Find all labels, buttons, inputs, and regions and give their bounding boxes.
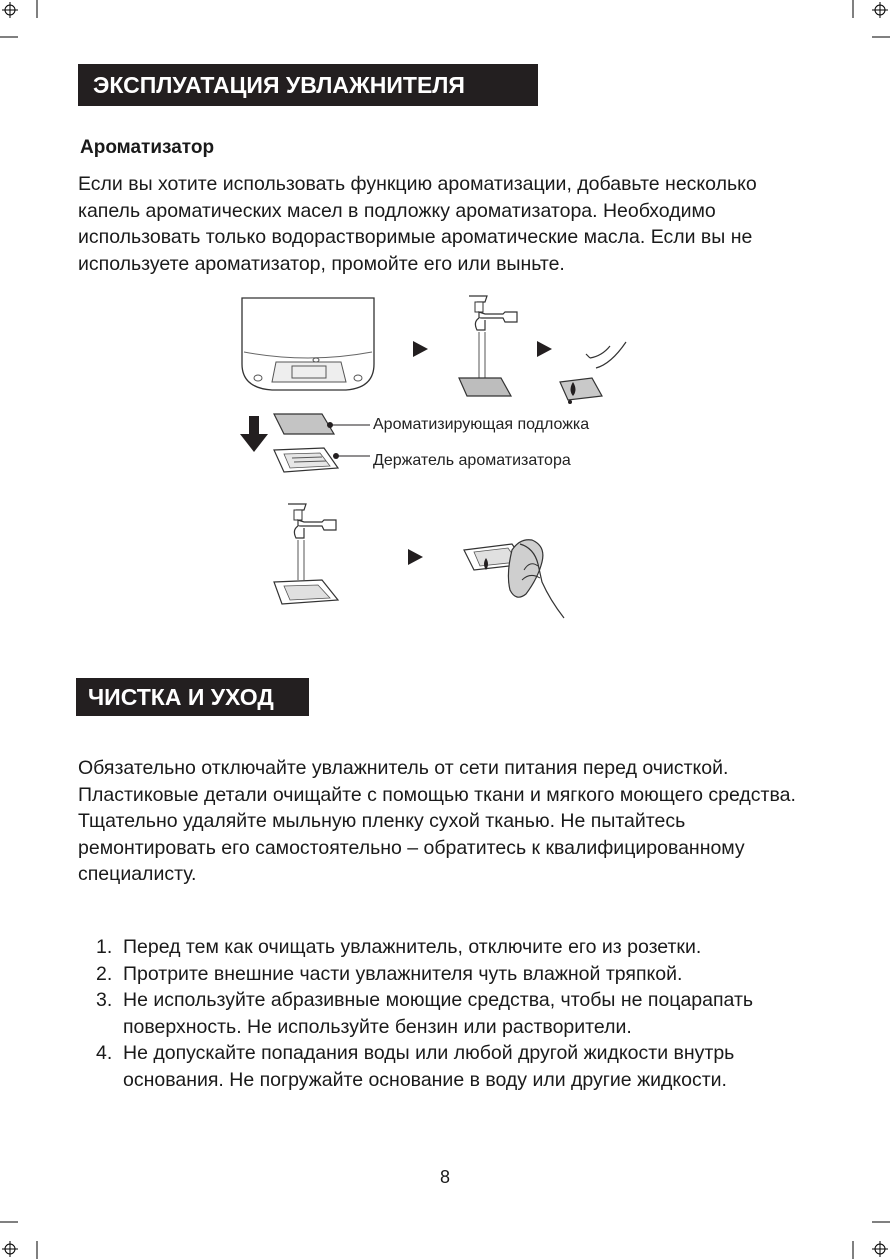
list-item (96, 987, 816, 1040)
list-item-text: Не допускайте попадания воды или любой другой жидкости внутрь основания. Не погружайте основание в воду или другие жидкости. (123, 1042, 735, 1091)
humidifier-base-illustration (236, 292, 381, 397)
list-item-text: Не используйте абразивные моющие средства, чтобы не поцарапать поверхность. Не используйте бензин или растворители. (123, 989, 754, 1038)
page-number: 8 (439, 1167, 450, 1187)
list-item-number: 3. (96, 989, 113, 1011)
arrow-right-icon (413, 341, 429, 357)
hand-wiping-holder-illustration (460, 530, 570, 630)
subsection-title-aromatizer: Ароматизатор (80, 137, 215, 158)
list-item-text: Перед тем как очищать увлажнитель, отключите его из розетки. (123, 936, 702, 958)
section-title-cleaning: ЧИСТКА И УХОД (76, 678, 309, 716)
arrow-right-icon (537, 341, 553, 357)
aroma-holder-illustration (270, 444, 380, 478)
list-item-number: 4. (96, 1042, 113, 1064)
faucet-rinsing-pad-illustration (455, 292, 525, 402)
arrow-down-icon (240, 416, 268, 452)
cleaning-steps-list (96, 934, 816, 1093)
faucet-rinsing-holder-illustration (268, 500, 348, 615)
registration-mark-top-right (830, 0, 890, 40)
registration-mark-top-left (0, 0, 60, 40)
arrow-right-icon (408, 549, 424, 565)
registration-mark-bottom-right (830, 1219, 890, 1259)
registration-mark-bottom-left (0, 1219, 60, 1259)
list-item (96, 934, 816, 961)
label-aroma-holder: Держатель ароматизатора (373, 452, 571, 469)
aromatizer-paragraph: Если вы хотите использовать функцию ароматизации, добавьте несколько капель ароматических масел в подложку ароматизатора. Необходимо использовать только водорастворимые ароматические масла. Если вы не используете ароматизатор, промойте его или выньте. (78, 173, 757, 275)
list-item-number: 1. (96, 936, 113, 958)
aroma-pad-illustration (270, 410, 380, 440)
list-item (96, 961, 816, 988)
list-item (96, 1040, 816, 1093)
list-item-number: 2. (96, 962, 113, 985)
label-aroma-pad: Ароматизирующая подложка (373, 416, 590, 433)
oil-drop-pad-illustration (556, 330, 636, 410)
cleaning-paragraph: Обязательно отключайте увлажнитель от сети питания перед очисткой. Пластиковые детали очищайте с помощью ткани и мягкого моющего средства. Тщательно удаляйте мыльную пленку сухой тканью. Не пытайтесь ремонтировать его самостоятельно – обратитесь к квалифицированному специалисту. (78, 757, 796, 885)
section-title-operation: ЭКСПЛУАТАЦИЯ УВЛАЖНИТЕЛЯ (78, 64, 538, 106)
list-item-text: Протрите внешние части увлажнителя чуть влажной тряпкой. (123, 962, 683, 985)
